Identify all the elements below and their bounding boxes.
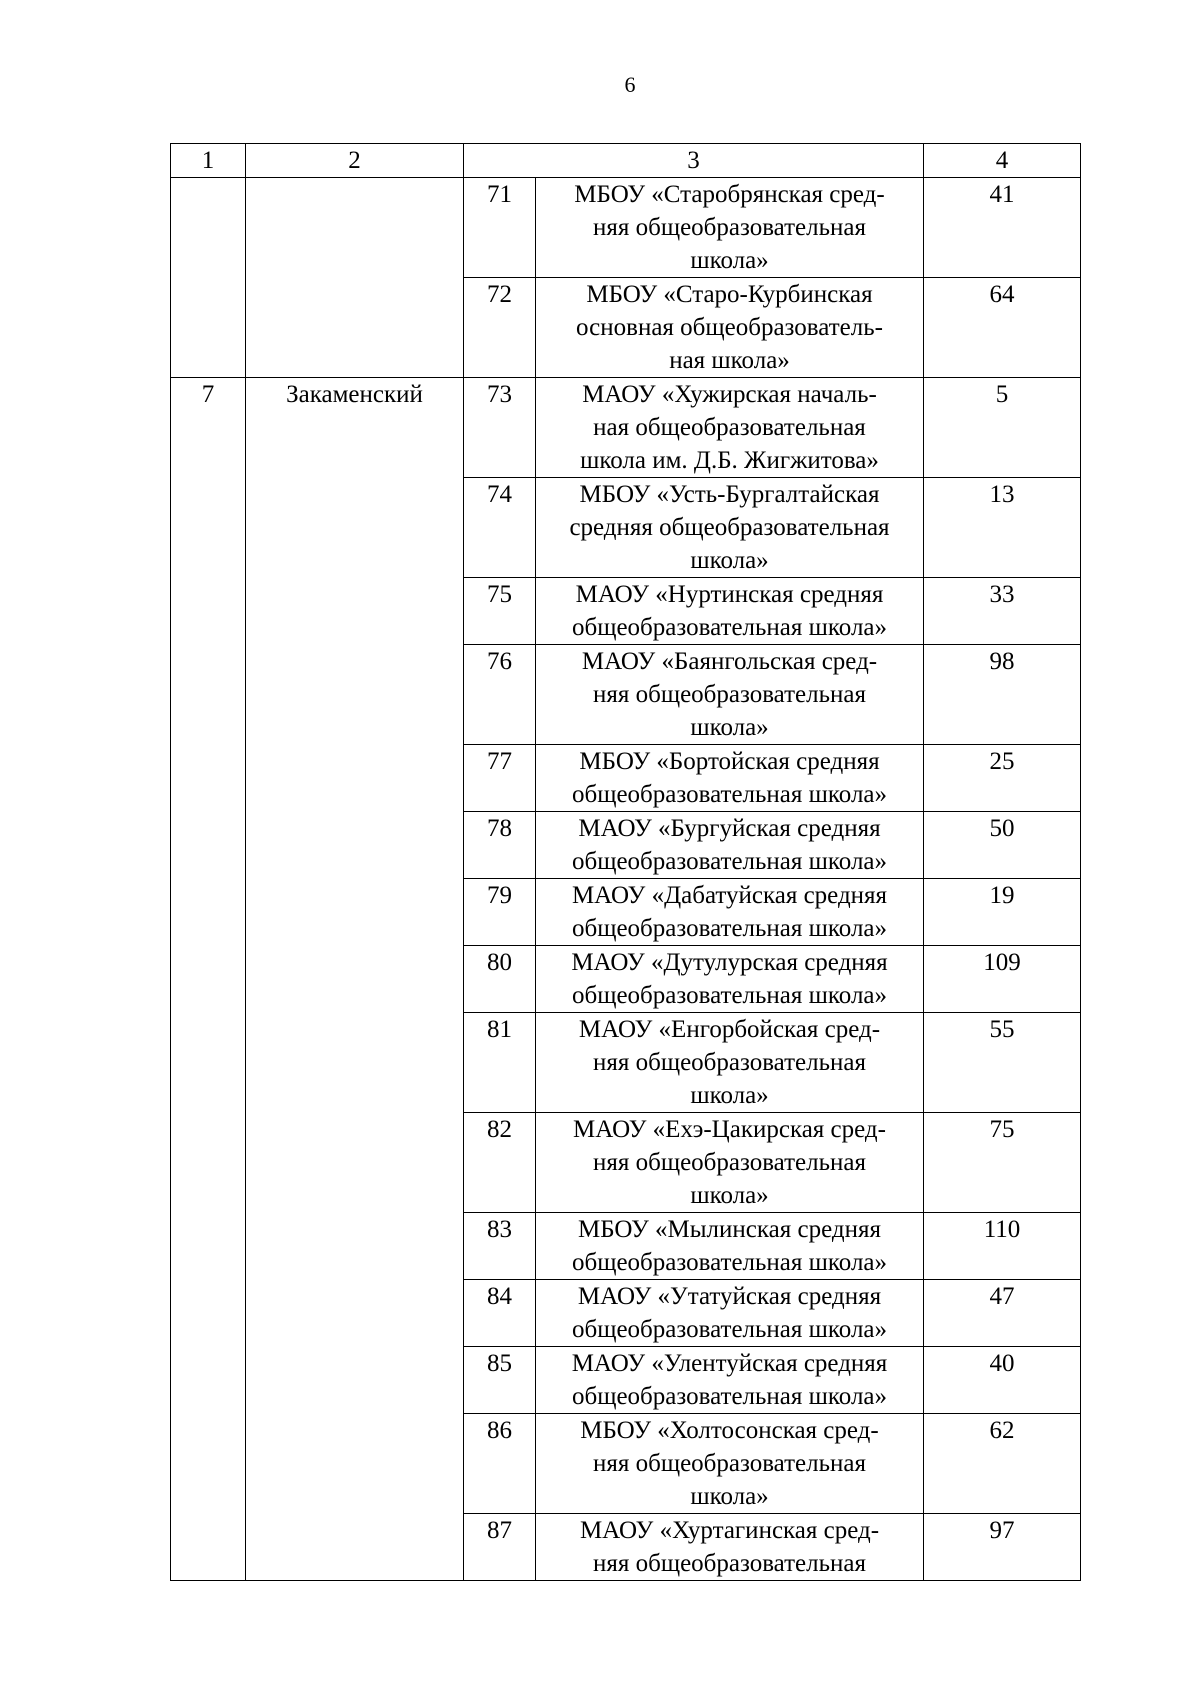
row-value: 97 [924, 1514, 1081, 1581]
row-number: 76 [464, 645, 536, 745]
school-name: МАОУ «Хужирская началь- ная общеобразовательная школа им. Д.Б. Жигжитова» [536, 378, 924, 478]
header-cell-1: 1 [171, 144, 246, 178]
row-value: 62 [924, 1414, 1081, 1514]
school-name: МАОУ «Бургуйская средняя общеобразовательная школа» [536, 812, 924, 879]
school-name: МАОУ «Нуртинская средняя общеобразовательная школа» [536, 578, 924, 645]
school-name: МБОУ «Бортойская средняя общеобразовательная школа» [536, 745, 924, 812]
row-number: 83 [464, 1213, 536, 1280]
school-name: МБОУ «Усть-Бургалтайская средняя общеобразовательная школа» [536, 478, 924, 578]
header-cell-4: 4 [924, 144, 1081, 178]
school-name: МАОУ «Хуртагинская сред- няя общеобразовательная [536, 1514, 924, 1581]
school-name: МБОУ «Холтосонская сред- няя общеобразовательная школа» [536, 1414, 924, 1514]
row-value: 25 [924, 745, 1081, 812]
row-number: 79 [464, 879, 536, 946]
row-number: 71 [464, 178, 536, 278]
table-row [171, 178, 1081, 278]
row-value: 19 [924, 879, 1081, 946]
row-value: 5 [924, 378, 1081, 478]
school-name: МАОУ «Улентуйская средняя общеобразовательная школа» [536, 1347, 924, 1414]
row-value: 98 [924, 645, 1081, 745]
row-value: 75 [924, 1113, 1081, 1213]
school-name: МБОУ «Старо-Курбинская основная общеобразователь- ная школа» [536, 278, 924, 378]
row-number: 73 [464, 378, 536, 478]
school-name: МАОУ «Енгорбойская сред- няя общеобразовательная школа» [536, 1013, 924, 1113]
row-value: 50 [924, 812, 1081, 879]
district-index: 7 [171, 378, 246, 1581]
row-number: 78 [464, 812, 536, 879]
row-value: 40 [924, 1347, 1081, 1414]
row-number: 86 [464, 1414, 536, 1514]
school-name: МБОУ «Мылинская средняя общеобразовательная школа» [536, 1213, 924, 1280]
row-number: 82 [464, 1113, 536, 1213]
row-value: 47 [924, 1280, 1081, 1347]
row-value: 13 [924, 478, 1081, 578]
header-cell-2: 2 [246, 144, 464, 178]
row-number: 85 [464, 1347, 536, 1414]
district-name: Закаменский [246, 378, 464, 1581]
row-number: 80 [464, 946, 536, 1013]
page-number: 6 [624, 72, 636, 97]
school-name: МБОУ «Старобрянская сред- няя общеобразовательная школа» [536, 178, 924, 278]
school-name: МАОУ «Дабатуйская средняя общеобразовательная школа» [536, 879, 924, 946]
row-value: 110 [924, 1213, 1081, 1280]
row-value: 33 [924, 578, 1081, 645]
row-value: 41 [924, 178, 1081, 278]
row-number: 81 [464, 1013, 536, 1113]
district-name-cell [246, 178, 464, 378]
district-index-cell [171, 178, 246, 378]
school-name: МАОУ «Дутулурская средняя общеобразовательная школа» [536, 946, 924, 1013]
table-row [171, 378, 1081, 478]
row-number: 74 [464, 478, 536, 578]
row-number: 75 [464, 578, 536, 645]
schools-table [170, 143, 1081, 1581]
row-value: 64 [924, 278, 1081, 378]
school-name: МАОУ «Утатуйская средняя общеобразовательная школа» [536, 1280, 924, 1347]
school-name: МАОУ «Баянгольская сред- няя общеобразовательная школа» [536, 645, 924, 745]
school-name: МАОУ «Ехэ-Цакирская сред- няя общеобразовательная школа» [536, 1113, 924, 1213]
table-header-row [171, 144, 1081, 178]
row-value: 109 [924, 946, 1081, 1013]
header-cell-3: 3 [464, 144, 924, 178]
row-value: 55 [924, 1013, 1081, 1113]
row-number: 72 [464, 278, 536, 378]
row-number: 77 [464, 745, 536, 812]
row-number: 84 [464, 1280, 536, 1347]
row-number: 87 [464, 1514, 536, 1581]
